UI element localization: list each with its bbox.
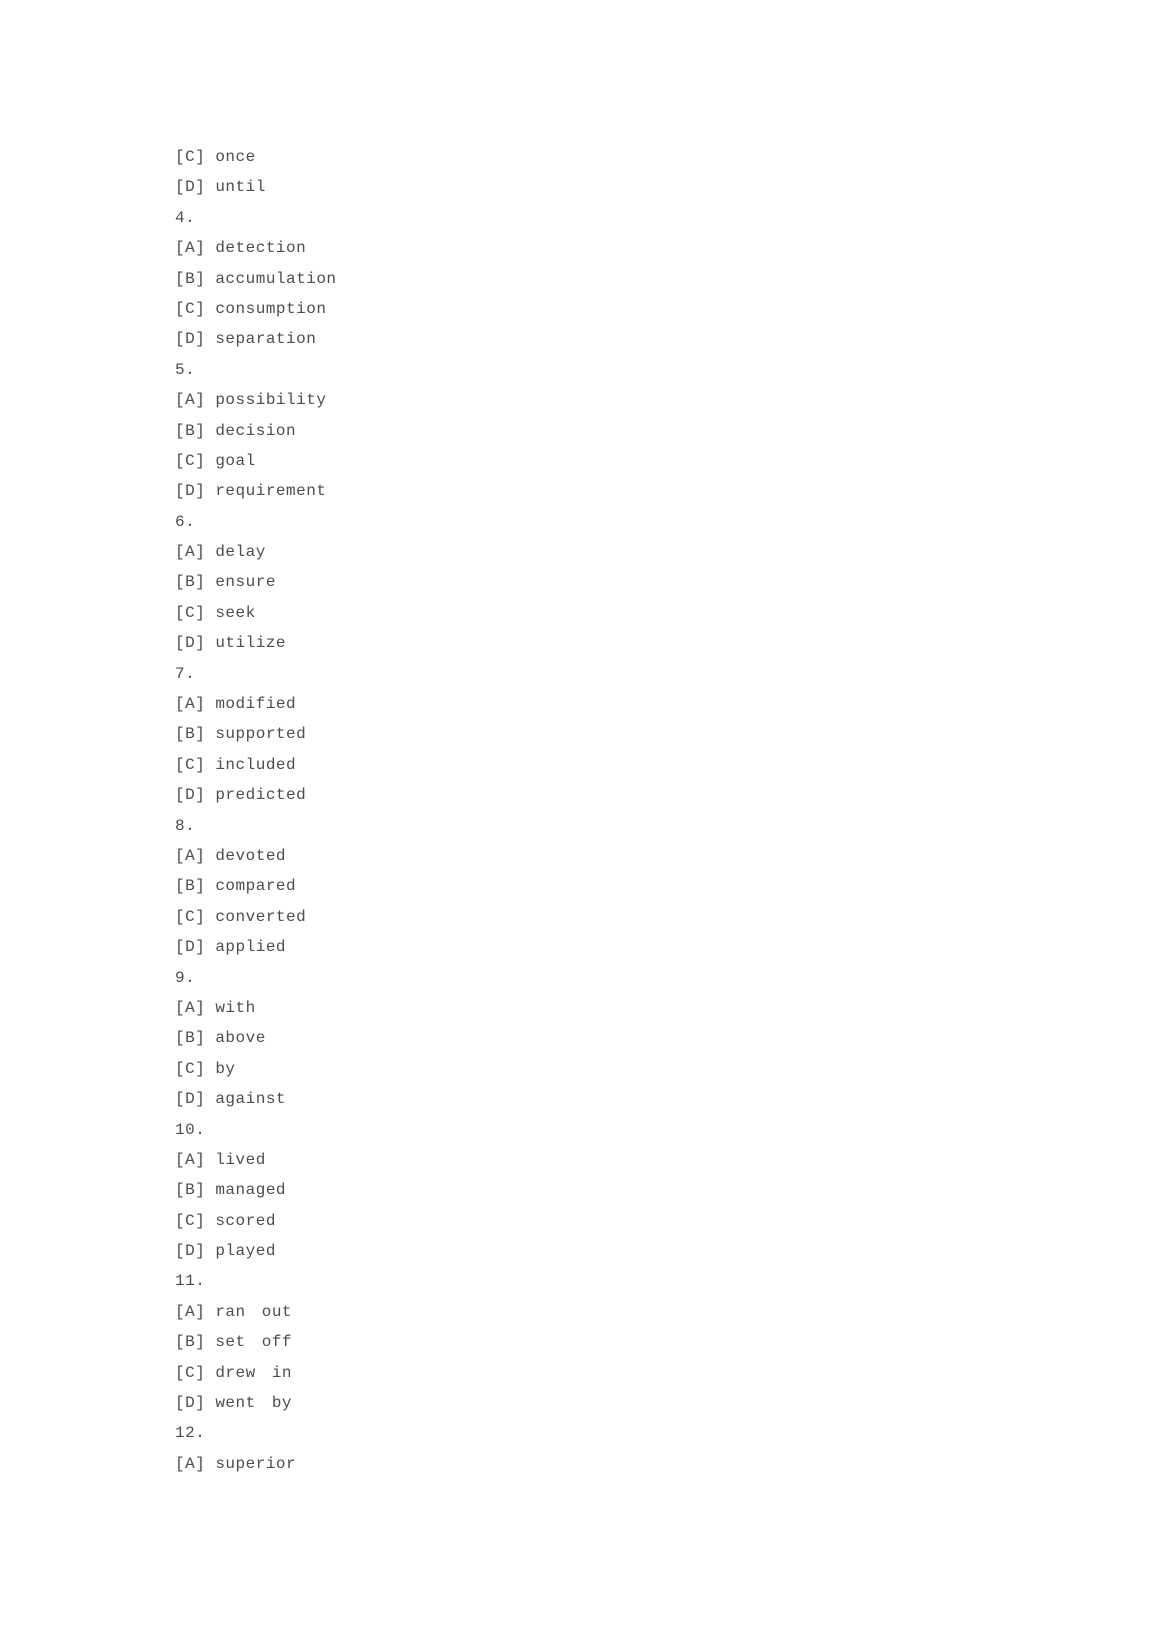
option-text: detection — [215, 239, 307, 258]
question-number: 7. — [175, 664, 196, 683]
question-number-line — [175, 203, 337, 233]
option-line — [175, 324, 337, 354]
question-number-line — [175, 659, 337, 689]
option-marker: [B] — [175, 877, 206, 896]
option-line — [175, 294, 337, 324]
option-marker: [A] — [175, 543, 206, 562]
option-text: goal — [215, 451, 256, 470]
option-marker: [B] — [175, 725, 206, 744]
option-text: drew in — [215, 1363, 293, 1382]
option-text: accumulation — [215, 269, 337, 288]
option-marker: [C] — [175, 603, 206, 622]
option-line — [175, 1358, 337, 1388]
option-marker: [A] — [175, 846, 206, 865]
option-marker: [B] — [175, 573, 206, 592]
option-line — [175, 1297, 337, 1327]
option-marker: [D] — [175, 786, 206, 805]
question-number: 10. — [175, 1120, 206, 1139]
question-number: 8. — [175, 816, 196, 835]
option-text: compared — [215, 877, 297, 896]
option-line — [175, 172, 337, 202]
question-number: 11. — [175, 1272, 206, 1291]
options-list — [175, 142, 337, 1479]
option-marker: [C] — [175, 451, 206, 470]
option-line — [175, 264, 337, 294]
option-line — [175, 932, 337, 962]
option-text: against — [215, 1090, 287, 1109]
option-text: consumption — [215, 299, 327, 318]
option-text: played — [215, 1242, 276, 1261]
question-number-line — [175, 507, 337, 537]
question-number-line — [175, 1418, 337, 1448]
option-text: devoted — [215, 846, 287, 865]
option-text: above — [215, 1029, 266, 1048]
option-line — [175, 416, 337, 446]
option-text: requirement — [215, 482, 327, 501]
option-line — [175, 1388, 337, 1418]
question-number: 5. — [175, 360, 196, 379]
option-line — [175, 385, 337, 415]
option-text: applied — [215, 938, 287, 957]
option-marker: [B] — [175, 269, 206, 288]
option-marker: [D] — [175, 1090, 206, 1109]
option-text: modified — [215, 695, 297, 714]
option-line — [175, 902, 337, 932]
option-line — [175, 1327, 337, 1357]
option-marker: [C] — [175, 1059, 206, 1078]
option-marker: [A] — [175, 391, 206, 410]
option-line — [175, 841, 337, 871]
option-text: scored — [215, 1211, 276, 1230]
option-text: delay — [215, 543, 266, 562]
option-line — [175, 446, 337, 476]
option-line — [175, 567, 337, 597]
option-line — [175, 1145, 337, 1175]
option-text: ran out — [215, 1302, 293, 1321]
question-number: 4. — [175, 208, 196, 227]
option-marker: [D] — [175, 634, 206, 653]
option-text: decision — [215, 421, 297, 440]
option-marker: [D] — [175, 1242, 206, 1261]
option-text: utilize — [215, 634, 287, 653]
option-marker: [D] — [175, 1394, 206, 1413]
option-text: converted — [215, 907, 307, 926]
option-text: included — [215, 755, 297, 774]
option-text: supported — [215, 725, 307, 744]
option-text: by — [215, 1059, 236, 1078]
option-marker: [D] — [175, 330, 206, 349]
option-text: with — [215, 998, 256, 1017]
question-number-line — [175, 1115, 337, 1145]
option-marker: [A] — [175, 998, 206, 1017]
option-marker: [C] — [175, 1363, 206, 1382]
option-line — [175, 1236, 337, 1266]
option-text: managed — [215, 1181, 287, 1200]
question-number: 9. — [175, 968, 196, 987]
option-line — [175, 628, 337, 658]
option-marker: [B] — [175, 1181, 206, 1200]
question-number-line — [175, 355, 337, 385]
option-line — [175, 750, 337, 780]
option-text: once — [215, 148, 256, 166]
option-marker: [A] — [175, 695, 206, 714]
option-marker: [C] — [175, 1211, 206, 1230]
question-number: 6. — [175, 512, 196, 531]
option-line — [175, 1206, 337, 1236]
option-line — [175, 1054, 337, 1084]
option-line — [175, 142, 337, 172]
option-text: predicted — [215, 786, 307, 805]
option-line — [175, 719, 337, 749]
option-line — [175, 689, 337, 719]
option-marker: [C] — [175, 907, 206, 926]
option-line — [175, 233, 337, 263]
option-marker: [C] — [175, 148, 206, 166]
option-text: ensure — [215, 573, 276, 592]
option-marker: [A] — [175, 239, 206, 258]
option-text: possibility — [215, 391, 327, 410]
option-text: lived — [215, 1150, 266, 1169]
option-text: separation — [215, 330, 317, 349]
question-number: 12. — [175, 1424, 206, 1443]
option-marker: [A] — [175, 1302, 206, 1321]
option-marker: [A] — [175, 1150, 206, 1169]
option-line — [175, 1449, 337, 1479]
option-line — [175, 993, 337, 1023]
question-number-line — [175, 1266, 337, 1296]
option-line — [175, 537, 337, 567]
option-marker: [B] — [175, 1029, 206, 1048]
option-line — [175, 871, 337, 901]
question-number-line — [175, 963, 337, 993]
option-text: seek — [215, 603, 256, 622]
option-line — [175, 598, 337, 628]
option-line — [175, 476, 337, 506]
option-marker: [D] — [175, 482, 206, 501]
option-line — [175, 1023, 337, 1053]
option-line — [175, 780, 337, 810]
option-marker: [C] — [175, 755, 206, 774]
option-marker: [B] — [175, 421, 206, 440]
option-marker: [A] — [175, 1454, 206, 1473]
option-text: went by — [215, 1394, 293, 1413]
question-number-line — [175, 811, 337, 841]
option-marker: [D] — [175, 178, 206, 197]
option-marker: [B] — [175, 1333, 206, 1352]
option-marker: [C] — [175, 299, 206, 318]
option-line — [175, 1084, 337, 1114]
option-text: until — [215, 178, 266, 197]
option-text: superior — [215, 1454, 297, 1473]
option-text: set off — [215, 1333, 293, 1352]
option-marker: [D] — [175, 938, 206, 957]
option-line — [175, 1175, 337, 1205]
